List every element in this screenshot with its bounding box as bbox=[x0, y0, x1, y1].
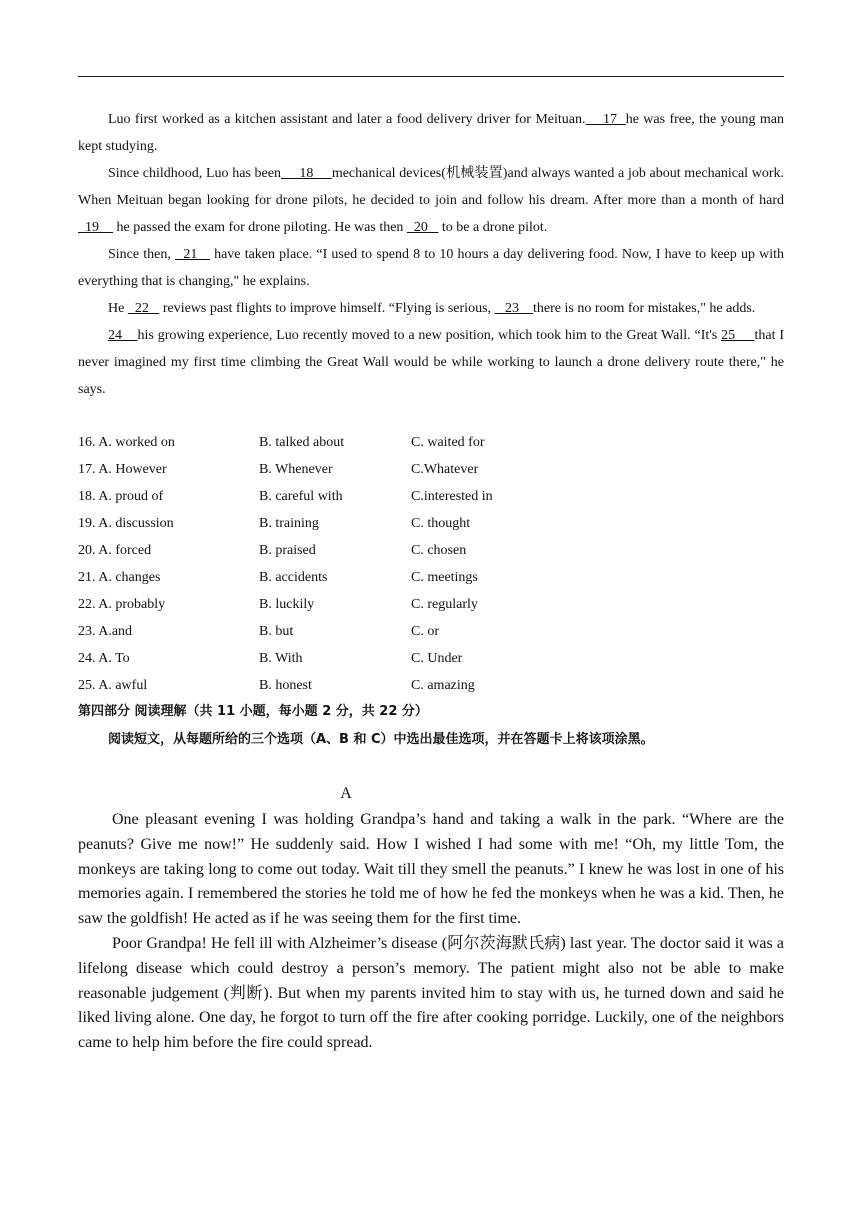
passage-text: to be a drone pilot. bbox=[438, 220, 548, 235]
blank-number: 19 bbox=[78, 220, 113, 235]
section-instruction: 阅读短文，从每题所给的三个选项（A、B 和 C）中选出最佳选项，并在答题卡上将该项涂黑。 bbox=[108, 732, 654, 747]
passage-text: he passed the exam for drone piloting. He was then bbox=[113, 220, 407, 235]
option-a: 16. A. worked on bbox=[78, 435, 175, 450]
option-row-24 bbox=[78, 645, 784, 672]
blank-number: 21 bbox=[175, 247, 210, 262]
reading-passage-a bbox=[78, 808, 784, 1056]
option-b: B. careful with bbox=[259, 489, 343, 504]
option-b: B. praised bbox=[259, 543, 316, 558]
option-a: 19. A. discussion bbox=[78, 516, 174, 531]
header-rule bbox=[78, 76, 784, 77]
reading-paragraph-1: One pleasant evening I was holding Grandpa’s hand and taking a walk in the park. “Where are the peanuts? Give me now!” He suddenly said. How I wished I had some with me! “Oh, my little Tom, the monkeys are taking long to come out today. Wait till they smell the peanuts.” I knew he was lost in one of his memories again. I remembered the stories he told me of how he fed the monkeys when he was a kid. Then, he saw the goldfish! He acted as if he was seeing them for the first time. bbox=[78, 811, 784, 928]
option-a: 21. A. changes bbox=[78, 570, 161, 585]
passage-text: there is no room for mistakes," he adds. bbox=[533, 301, 756, 316]
option-a: 20. A. forced bbox=[78, 543, 152, 558]
option-row-20 bbox=[78, 537, 784, 564]
cloze-passage bbox=[78, 106, 784, 403]
option-a: 22. A. probably bbox=[78, 597, 166, 612]
option-row-22 bbox=[78, 591, 784, 618]
passage-paragraph-2 bbox=[78, 160, 784, 241]
passage-paragraph-4 bbox=[78, 295, 784, 322]
option-a: 23. A.and bbox=[78, 624, 133, 639]
option-c: C. thought bbox=[411, 516, 471, 531]
cloze-options bbox=[78, 429, 784, 699]
option-b: B. accidents bbox=[259, 570, 328, 585]
option-c: C. Under bbox=[411, 651, 463, 666]
blank-number: 22 bbox=[127, 301, 160, 316]
option-b: B. but bbox=[259, 624, 294, 639]
option-c: C. or bbox=[411, 624, 439, 639]
option-c: C. waited for bbox=[411, 435, 485, 450]
passage-text: that I never imagined my first time climbing the Great Wall would be while working to launch a drone delivery route there," he says. bbox=[78, 328, 784, 397]
option-c: C. meetings bbox=[411, 570, 478, 585]
passage-letter: A bbox=[340, 785, 352, 802]
passage-text: reviews past flights to improve himself. “Flying is serious, bbox=[159, 301, 495, 316]
blank-number: 24 bbox=[108, 328, 138, 343]
option-c: C. regularly bbox=[411, 597, 478, 612]
passage-text: his growing experience, Luo recently moved to a new position, which took him to the Great Wall. “It's bbox=[137, 328, 722, 343]
passage-text: mechanical devices(机械装置)and always wanted a job about mechanical work. When Meituan began looking for drone pilots, he decided to join and follow his dream. After more than a month of hard bbox=[78, 166, 784, 208]
option-a: 18. A. proud of bbox=[78, 489, 164, 504]
option-row-25 bbox=[78, 672, 784, 699]
reading-paragraph-2: Poor Grandpa! He fell ill with Alzheimer’s disease (阿尔茨海默氏病) last year. The doctor said it was a lifelong disease which could destroy a person’s memory. The patient might also not be able to make reasonable judgement (判断). But when my parents invited him to stay with us, he turned down and said he liked living alone. One day, he forgot to turn off the fire after cooking porridge. Luckily, one of the neighbors came to help him before the fire could spread. bbox=[78, 934, 784, 1052]
blank-number: 17 bbox=[585, 112, 626, 127]
option-b: B. Whenever bbox=[259, 462, 333, 477]
blank-number: 20 bbox=[406, 220, 439, 235]
option-c: C. chosen bbox=[411, 543, 467, 558]
option-row-19 bbox=[78, 510, 784, 537]
passage-text: Since childhood, Luo has been bbox=[108, 166, 281, 181]
option-a: 25. A. awful bbox=[78, 678, 148, 693]
passage-text: he was free, the young man kept studying. bbox=[78, 112, 785, 154]
option-c: C. amazing bbox=[411, 678, 475, 693]
option-row-18 bbox=[78, 483, 784, 510]
passage-paragraph-3 bbox=[78, 241, 784, 295]
option-row-16 bbox=[78, 429, 784, 456]
option-b: B. honest bbox=[259, 678, 312, 693]
option-b: B. With bbox=[259, 651, 303, 666]
passage-text: have taken place. “I used to spend 8 to 10 hours a day delivering food. Now, I have to keep up with everything that is changing," he explains. bbox=[78, 247, 785, 289]
blank-number: 25 bbox=[721, 328, 755, 343]
blank-number: 23 bbox=[494, 301, 534, 316]
passage-text: Luo first worked as a kitchen assistant and later a food delivery driver for Meituan. bbox=[108, 112, 586, 127]
passage-text: Since then, bbox=[108, 247, 176, 262]
section-heading: 第四部分 阅读理解（共 11 小题，每小题 2 分，共 22 分） bbox=[78, 704, 428, 719]
option-b: B. training bbox=[259, 516, 319, 531]
passage-paragraph-1 bbox=[78, 106, 784, 160]
option-row-23 bbox=[78, 618, 784, 645]
option-c: C.interested in bbox=[411, 489, 493, 504]
option-a: 24. A. To bbox=[78, 651, 130, 666]
passage-paragraph-5 bbox=[78, 322, 784, 403]
option-row-17 bbox=[78, 456, 784, 483]
passage-text: He bbox=[108, 301, 128, 316]
option-c: C.Whatever bbox=[411, 462, 479, 477]
option-row-21 bbox=[78, 564, 784, 591]
option-a: 17. A. However bbox=[78, 462, 167, 477]
option-b: B. talked about bbox=[259, 435, 345, 450]
blank-number: 18 bbox=[280, 166, 332, 181]
option-b: B. luckily bbox=[259, 597, 315, 612]
